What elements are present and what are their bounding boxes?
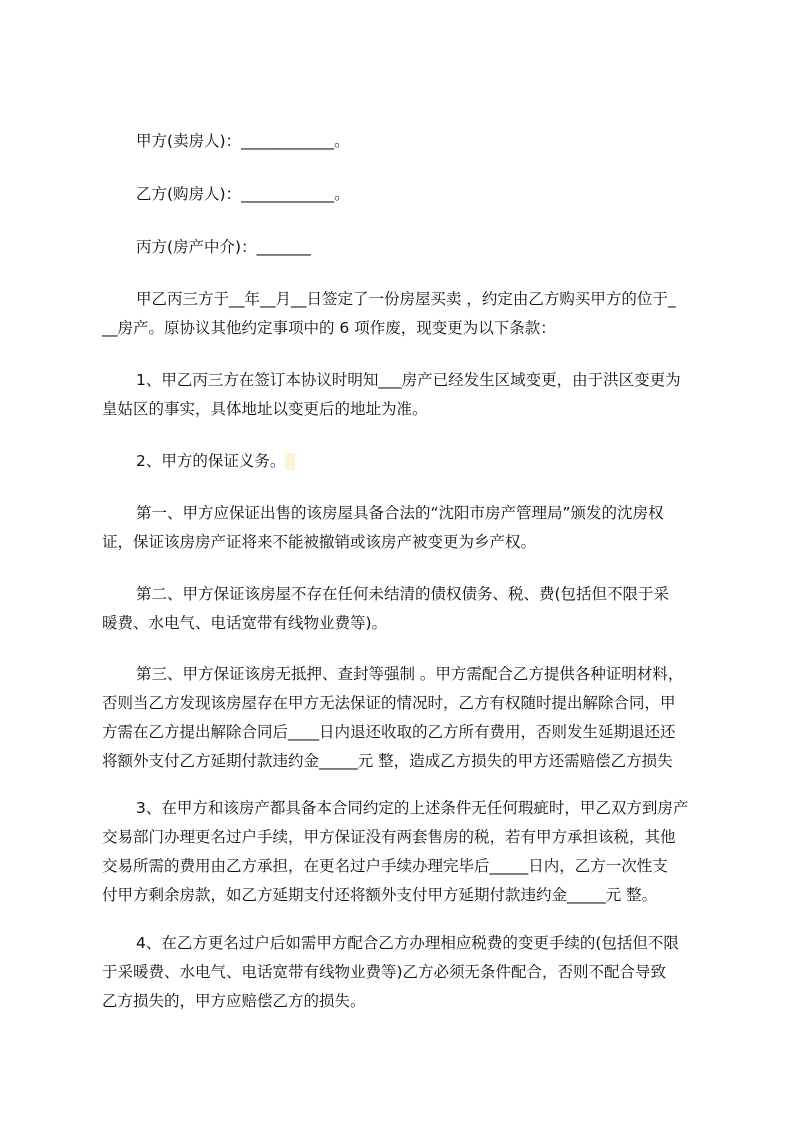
intro-line-1: 甲乙丙三方于__年__月__日签定了一份房屋买卖 ，约定由乙方购买甲方的位于_ bbox=[136, 290, 676, 308]
second-line-1: 第二、甲方保证该房屋不存在任何未结清的债权债务、税、费(包括但不限于采 bbox=[136, 585, 670, 603]
clause-2-title-text: 2、甲方的保证义务。 bbox=[136, 452, 286, 470]
clause-3-paragraph bbox=[102, 794, 712, 910]
cursor-highlight bbox=[285, 453, 295, 470]
buyer-line bbox=[136, 180, 746, 209]
clause-4-paragraph bbox=[102, 929, 712, 1016]
clause-1-paragraph bbox=[102, 366, 712, 424]
seller-text: 甲方(卖房人)：____________。 bbox=[136, 132, 350, 150]
third-line-2: 否则当乙方发现该房屋存在甲方无法保证的情况时，乙方有权随时提出解除合同，甲 bbox=[102, 694, 676, 712]
clause-2-title bbox=[136, 447, 746, 476]
second-guarantee-paragraph bbox=[102, 580, 712, 638]
clause-3-line-4: 付甲方剩余房款，如乙方延期支付还将额外支付甲方延期付款违约金_____元 整。 bbox=[102, 886, 658, 904]
third-line-3: 方需在乙方提出解除合同后____日内退还收取的乙方所有费用，否则发生延期退还还 bbox=[102, 723, 676, 741]
buyer-text: 乙方(购房人)：____________。 bbox=[136, 185, 350, 203]
clause-1-line-1: 1、甲乙丙三方在签订本协议时明知___房产已经发生区域变更，由于洪区变更为 bbox=[136, 371, 681, 389]
seller-line bbox=[136, 127, 746, 156]
clause-3-line-2: 交易部门办理更名过户手续，甲方保证没有两套售房的税，若有甲方承担该税，其他 bbox=[102, 828, 676, 846]
first-guarantee-paragraph bbox=[102, 499, 712, 557]
clause-3-line-1: 3、在甲方和该房产都具备本合同约定的上述条件无任何瑕疵时，甲乙双方到房产 bbox=[136, 799, 689, 817]
agent-text: 丙方(房产中介)：_______ bbox=[136, 238, 311, 256]
clause-4-line-3: 乙方损失的，甲方应赔偿乙方的损失。 bbox=[102, 992, 366, 1010]
clause-4-line-1: 4、在乙方更名过户后如需甲方配合乙方办理相应税费的变更手续的(包括但不限 bbox=[136, 934, 679, 952]
clause-3-line-3: 交易所需的费用由乙方承担，在更名过户手续办理完毕后_____日内，乙方一次性支 bbox=[102, 857, 668, 875]
third-line-4: 将额外支付乙方延期付款违约金_____元 整，造成乙方损失的甲方还需赔偿乙方损失 bbox=[102, 752, 673, 770]
agent-line bbox=[136, 233, 746, 262]
third-line-1: 第三、甲方保证该房无抵押、查封等强制 。甲方需配合乙方提供各种证明材料， bbox=[136, 665, 684, 683]
intro-paragraph bbox=[102, 285, 712, 343]
clause-4-line-2: 于采暖费、水电气、电话宽带有线物业费等)乙方必须无条件配合，否则不配合导致 bbox=[102, 963, 667, 981]
third-guarantee-paragraph bbox=[102, 660, 712, 776]
first-line-2: 证，保证该房房产证将来不能被撤销或该房产被变更为乡产权。 bbox=[102, 533, 537, 551]
first-line-1: 第一、甲方应保证出售的该房屋具备合法的“沈阳市房产管理局”颁发的沈房权 bbox=[136, 504, 664, 522]
intro-line-2: __房产。原协议其他约定事项中的 6 项作废，现变更为以下条款： bbox=[102, 319, 556, 337]
second-line-2: 暖费、水电气、电话宽带有线物业费等)。 bbox=[102, 614, 388, 632]
clause-1-line-2: 皇姑区的事实，具体地址以变更后的地址为准。 bbox=[102, 400, 428, 418]
